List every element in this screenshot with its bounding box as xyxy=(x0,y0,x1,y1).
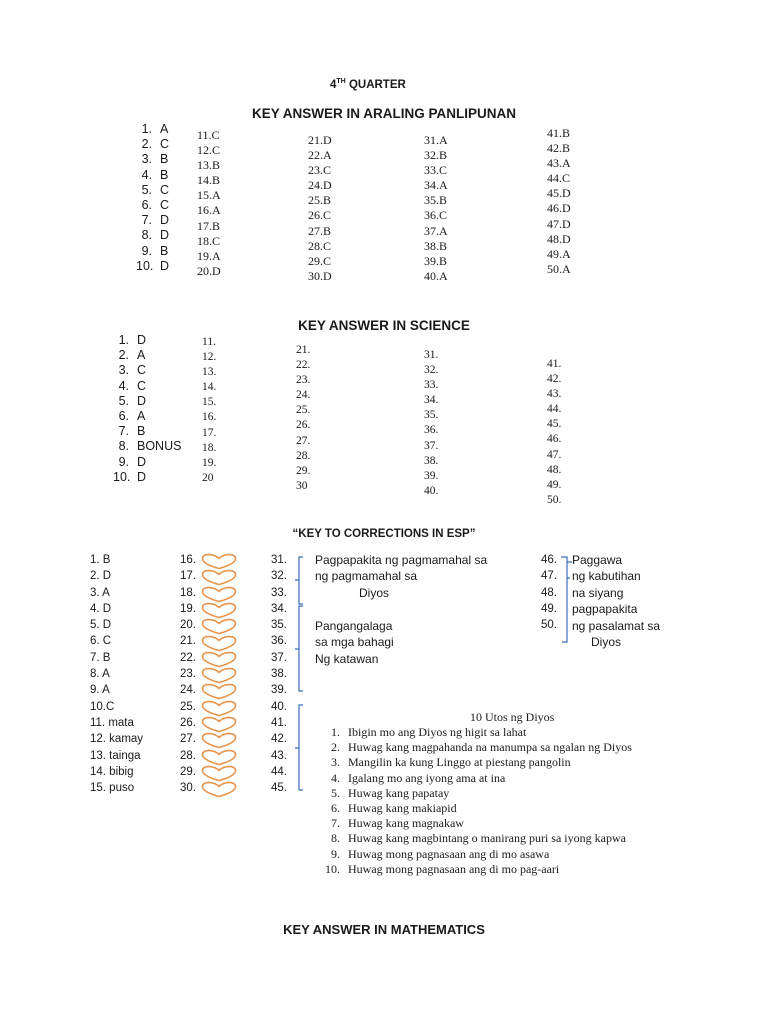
item-answer: C xyxy=(137,363,147,378)
utos-item xyxy=(314,725,632,740)
utos-number: 6. xyxy=(331,801,340,816)
ap-col-3 xyxy=(308,133,332,284)
group-2-line-1: Pangangalaga xyxy=(315,619,393,633)
science-title: KEY ANSWER IN SCIENCE xyxy=(298,318,470,333)
ap-answer-item: 40.A xyxy=(424,268,448,283)
science-answer-item: 18. xyxy=(202,441,217,454)
science-answer-item: 35. xyxy=(424,409,439,422)
science-answer-item: 20 xyxy=(202,471,214,484)
ap-answer-row xyxy=(136,198,169,213)
item-answer: D xyxy=(137,393,147,408)
science-answer-row xyxy=(113,409,181,424)
esp-answer-item: 12. kamay xyxy=(90,733,144,746)
utos-item xyxy=(314,862,632,877)
science-answer-row xyxy=(113,424,181,439)
item-number: 10. xyxy=(136,258,154,273)
ap-answer-item: 48.D xyxy=(547,231,571,246)
col4-line-4: pagpapakita xyxy=(572,602,638,617)
science-answer-item: 26. xyxy=(296,419,311,432)
utos-text: Mangilin ka kung Linggo at piestang pangolin xyxy=(348,755,571,770)
science-answer-item: 23. xyxy=(296,374,311,387)
science-answer-item: 32. xyxy=(424,364,439,377)
science-answer-item: 42. xyxy=(547,373,562,386)
ap-answer-item: 17.B xyxy=(197,218,221,233)
science-answer-row xyxy=(113,379,181,394)
utos-number: 2. xyxy=(331,740,340,755)
item-answer: C xyxy=(160,137,170,152)
math-title: KEY ANSWER IN MATHEMATICS xyxy=(283,922,485,937)
utos-item xyxy=(314,816,632,831)
quarter-number: 4 xyxy=(330,78,337,91)
science-answer-item: 44. xyxy=(547,403,562,416)
heart-icon xyxy=(200,651,238,668)
ap-answer-row xyxy=(136,244,169,259)
col4-line-2: ng kabutihan xyxy=(572,569,641,584)
science-answer-item: 41. xyxy=(547,358,562,370)
item-number: 3. xyxy=(141,152,152,167)
ap-answer-item: 16.A xyxy=(197,203,221,218)
science-answer-row xyxy=(113,455,181,470)
esp-answer-item: 8. A xyxy=(90,668,110,681)
utos-item xyxy=(314,801,632,816)
ap-answer-row xyxy=(136,183,169,198)
item-answer: D xyxy=(137,454,147,469)
esp-answer-item: 25. xyxy=(180,700,196,713)
heart-icon xyxy=(200,716,238,733)
ap-answer-item: 38.B xyxy=(424,238,448,253)
science-answer-item: 14. xyxy=(202,381,217,394)
science-answer-item: 48. xyxy=(547,463,562,476)
ap-col-2 xyxy=(197,128,221,279)
ap-answer-item: 33.C xyxy=(424,163,448,178)
science-answer-item: 24. xyxy=(296,389,311,402)
esp-answer-item: 32. xyxy=(271,570,287,583)
group-2-line-3: Ng katawan xyxy=(315,651,379,666)
science-answer-item: 45. xyxy=(547,418,562,431)
utos-text: Igalang mo ang iyong ama at ina xyxy=(348,770,506,785)
science-answer-row xyxy=(113,363,181,378)
quarter-superscript: TH xyxy=(336,78,346,85)
esp-answer-item: 39. xyxy=(271,684,287,697)
col4-line-1: Paggawa xyxy=(572,553,623,567)
esp-answer-item: 40. xyxy=(271,700,287,713)
item-number: 8. xyxy=(141,228,152,243)
esp-answer-item: 50. xyxy=(541,619,557,632)
science-answer-item: 13. xyxy=(202,366,217,379)
science-answer-item: 40. xyxy=(424,484,439,497)
heart-icon xyxy=(200,618,238,635)
science-answer-item: 31. xyxy=(424,349,439,361)
heart-icon xyxy=(200,732,238,749)
science-answer-row xyxy=(113,470,181,485)
utos-number: 10. xyxy=(325,861,340,876)
esp-answer-item: 26. xyxy=(180,716,196,729)
group-1-line-2: ng pagmamahal sa xyxy=(315,569,418,584)
esp-answer-item: 13. tainga xyxy=(90,749,141,762)
esp-answer-item: 47. xyxy=(541,570,557,583)
ap-answer-item: 44.C xyxy=(547,171,571,186)
col4-line-3: na siyang xyxy=(572,585,624,600)
esp-col-4-text xyxy=(572,552,660,650)
ap-answer-item: 47.D xyxy=(547,216,571,231)
esp-answer-item: 29. xyxy=(180,765,196,778)
ap-col-1 xyxy=(136,122,169,274)
col4-line-5: ng pasalamat sa xyxy=(572,618,661,633)
item-number: 7. xyxy=(118,424,129,439)
ap-answer-item: 29.C xyxy=(308,253,332,268)
heart-icon xyxy=(200,586,238,603)
bracket-group-3 xyxy=(292,704,306,794)
heart-icon xyxy=(200,749,238,766)
ap-answer-item: 36.C xyxy=(424,208,448,223)
quarter-heading xyxy=(330,78,406,91)
esp-answer-item: 44. xyxy=(271,765,287,778)
item-answer: D xyxy=(137,469,147,484)
item-answer: C xyxy=(137,378,147,393)
science-answer-item: 30 xyxy=(296,479,308,492)
utos-text: Huwag kang papatay xyxy=(348,785,450,800)
esp-answer-item: 31. xyxy=(271,554,287,566)
utos-text: Ibigin mo ang Diyos ng higit sa lahat xyxy=(348,725,527,739)
ap-answer-row xyxy=(136,137,169,152)
utos-text: Huwag mong pagnasaan ang di mo asawa xyxy=(348,846,550,861)
ap-answer-row xyxy=(136,259,169,274)
ap-answer-row xyxy=(136,213,169,228)
esp-group-1-text xyxy=(315,552,487,601)
esp-answer-item: 14. bibig xyxy=(90,765,134,778)
science-answer-item: 47. xyxy=(547,448,562,461)
esp-answer-item: 45. xyxy=(271,782,287,795)
science-answer-item: 27. xyxy=(296,434,311,447)
item-answer: D xyxy=(160,213,170,228)
science-answer-item: 17. xyxy=(202,426,217,439)
science-col-2 xyxy=(202,335,216,486)
science-answer-item: 37. xyxy=(424,439,439,452)
item-number: 10. xyxy=(113,469,131,484)
esp-answer-item: 38. xyxy=(271,668,287,681)
science-answer-item: 19. xyxy=(202,456,217,469)
ap-answer-item: 18.C xyxy=(197,233,221,248)
esp-answer-item: 10.C xyxy=(90,700,115,713)
esp-answer-item: 20. xyxy=(180,619,196,632)
utos-number: 7. xyxy=(331,816,340,831)
esp-answer-item: 30. xyxy=(180,782,196,795)
item-answer: B xyxy=(160,243,169,258)
item-number: 4. xyxy=(141,167,152,182)
esp-answer-item: 4. D xyxy=(90,602,112,615)
heart-icon xyxy=(200,700,238,717)
ap-answer-item: 49.A xyxy=(547,246,571,261)
ap-answer-item: 28.C xyxy=(308,238,332,253)
esp-answer-item: 49. xyxy=(541,602,557,615)
esp-answer-item: 22. xyxy=(180,651,196,664)
utos-item xyxy=(314,771,632,786)
esp-answer-item: 9. A xyxy=(90,684,110,697)
esp-answer-item: 24. xyxy=(180,684,196,697)
science-answer-row xyxy=(113,333,181,348)
utos-title: 10 Utos ng Diyos xyxy=(470,710,555,724)
utos-item xyxy=(314,847,632,862)
esp-answer-item: 37. xyxy=(271,651,287,664)
esp-title: “KEY TO CORRECTIONS IN ESP” xyxy=(292,528,476,540)
heart-icon xyxy=(200,781,238,798)
utos-item xyxy=(314,755,632,770)
science-answer-item: 46. xyxy=(547,433,562,446)
heart-icon xyxy=(200,602,238,619)
group-2-line-2: sa mga bahagi xyxy=(315,635,394,650)
esp-answer-item: 16. xyxy=(180,554,196,566)
item-answer: C xyxy=(160,198,170,213)
ap-answer-item: 45.D xyxy=(547,186,571,201)
item-number: 6. xyxy=(118,409,129,424)
science-answer-item: 49. xyxy=(547,478,562,491)
ap-answer-item: 14.B xyxy=(197,173,221,188)
utos-item xyxy=(314,786,632,801)
item-number: 1. xyxy=(141,122,152,136)
science-answer-row xyxy=(113,348,181,363)
science-answer-row xyxy=(113,394,181,409)
bracket-group-2 xyxy=(292,605,306,695)
ap-answer-item: 11.C xyxy=(197,128,220,142)
esp-answer-item: 7. B xyxy=(90,651,111,664)
group-1-line-3: Diyos xyxy=(359,585,390,600)
esp-group-2-text xyxy=(315,618,394,667)
ap-answer-item: 22.A xyxy=(308,148,332,163)
utos-number: 5. xyxy=(331,785,340,800)
esp-col-2 xyxy=(180,552,196,796)
esp-answer-item: 21. xyxy=(180,635,196,648)
esp-answer-item: 1. B xyxy=(90,554,111,566)
esp-answer-item: 15. puso xyxy=(90,782,135,795)
ap-col-4 xyxy=(424,133,448,284)
item-answer: D xyxy=(160,258,170,273)
esp-answer-item: 19. xyxy=(180,602,196,615)
esp-answer-item: 41. xyxy=(271,716,287,729)
heart-icon xyxy=(200,635,238,652)
ap-answer-row xyxy=(136,168,169,183)
esp-answer-item: 48. xyxy=(541,586,557,599)
utos-text: Huwag kang magbintang o manirang puri sa iyong kapwa xyxy=(348,831,626,846)
esp-answer-item: 46. xyxy=(541,554,557,566)
ap-answer-item: 46.D xyxy=(547,201,571,216)
science-answer-item: 33. xyxy=(424,379,439,392)
item-number: 9. xyxy=(118,454,129,469)
ap-answer-item: 25.B xyxy=(308,193,332,208)
ap-answer-item: 42.B xyxy=(547,141,571,156)
utos-item xyxy=(314,740,632,755)
ap-answer-item: 26.C xyxy=(308,208,332,223)
heart-icon xyxy=(200,683,238,700)
item-answer: B xyxy=(160,167,169,182)
ap-answer-item: 24.D xyxy=(308,178,332,193)
ap-answer-item: 12.C xyxy=(197,143,221,158)
ap-answer-item: 30.D xyxy=(308,268,332,283)
science-answer-item: 29. xyxy=(296,464,311,477)
ap-answer-row xyxy=(136,228,169,243)
esp-answer-item: 43. xyxy=(271,749,287,762)
esp-answer-item: 17. xyxy=(180,570,196,583)
ap-col-5 xyxy=(547,126,571,277)
ap-answer-row xyxy=(136,152,169,167)
item-answer: A xyxy=(137,409,146,424)
item-number: 8. xyxy=(118,439,129,454)
item-number: 6. xyxy=(141,198,152,213)
ap-title: KEY ANSWER IN ARALING PANLIPUNAN xyxy=(251,106,516,121)
esp-col-3 xyxy=(271,552,287,796)
utos-list xyxy=(314,725,632,877)
utos-text: Huwag kang magpahanda na manumpa sa ngalan ng Diyos xyxy=(348,740,632,755)
quarter-label: QUARTER xyxy=(345,78,406,91)
science-answer-item: 38. xyxy=(424,454,439,467)
esp-answer-item: 18. xyxy=(180,586,196,599)
science-answer-item: 22. xyxy=(296,359,311,372)
utos-text: Huwag kang magnakaw xyxy=(348,816,464,831)
item-number: 7. xyxy=(141,213,152,228)
item-number: 9. xyxy=(141,243,152,258)
science-answer-item: 21. xyxy=(296,344,311,356)
utos-number: 9. xyxy=(331,846,340,861)
esp-answer-item: 28. xyxy=(180,749,196,762)
esp-answer-item: 23. xyxy=(180,668,196,681)
item-answer: D xyxy=(137,333,147,347)
ap-answer-item: 41.B xyxy=(547,126,571,140)
item-answer: BONUS xyxy=(137,439,182,454)
ap-answer-item: 19.A xyxy=(197,248,221,263)
utos-number: 4. xyxy=(331,770,340,785)
science-col-1 xyxy=(113,333,181,485)
science-answer-item: 28. xyxy=(296,449,311,462)
item-number: 3. xyxy=(118,363,129,378)
ap-answer-item: 34.A xyxy=(424,178,448,193)
item-answer: C xyxy=(160,182,170,197)
ap-answer-item: 35.B xyxy=(424,193,448,208)
ap-answer-item: 27.B xyxy=(308,223,332,238)
group-1-line-1: Pagpapakita ng pagmamahal sa xyxy=(315,553,488,567)
ap-answer-item: 50.A xyxy=(547,261,571,276)
item-answer: A xyxy=(160,122,169,136)
esp-answer-item: 11. mata xyxy=(90,716,134,729)
esp-answer-item: 6. C xyxy=(90,635,112,648)
item-answer: B xyxy=(160,152,169,167)
ap-answer-row xyxy=(136,122,169,137)
esp-col-1 xyxy=(90,552,143,796)
science-answer-item: 12. xyxy=(202,351,217,364)
science-col-5 xyxy=(547,357,561,508)
esp-answer-item: 36. xyxy=(271,635,287,648)
ap-answer-item: 32.B xyxy=(424,148,448,163)
esp-answer-item: 3. A xyxy=(90,586,110,599)
science-answer-item: 11. xyxy=(202,336,216,348)
science-col-4 xyxy=(424,348,438,499)
esp-answer-item: 33. xyxy=(271,586,287,599)
col4-line-6: Diyos xyxy=(591,635,622,650)
item-answer: A xyxy=(137,348,146,363)
utos-number: 3. xyxy=(331,755,340,770)
esp-answer-item: 35. xyxy=(271,619,287,632)
science-answer-item: 43. xyxy=(547,388,562,401)
esp-answer-item: 27. xyxy=(180,733,196,746)
heart-icon xyxy=(200,569,238,586)
esp-answer-item: 42. xyxy=(271,733,287,746)
item-answer: D xyxy=(160,228,170,243)
esp-answer-item: 2. D xyxy=(90,570,112,583)
ap-answer-item: 31.A xyxy=(424,133,448,147)
item-number: 5. xyxy=(118,393,129,408)
ap-answer-item: 39.B xyxy=(424,253,448,268)
ap-answer-item: 21.D xyxy=(308,133,332,147)
science-answer-row xyxy=(113,439,181,454)
science-answer-item: 39. xyxy=(424,469,439,482)
esp-answer-item: 34. xyxy=(271,602,287,615)
ap-answer-item: 20.D xyxy=(197,263,221,278)
esp-answer-item: 5. D xyxy=(90,619,112,632)
science-answer-item: 34. xyxy=(424,394,439,407)
utos-item xyxy=(314,831,632,846)
ap-answer-item: 37.A xyxy=(424,223,448,238)
item-number: 4. xyxy=(118,378,129,393)
heart-icon xyxy=(200,765,238,782)
item-number: 1. xyxy=(118,333,129,347)
science-col-3 xyxy=(296,343,310,494)
utos-number: 1. xyxy=(331,725,340,739)
science-answer-item: 15. xyxy=(202,396,217,409)
science-answer-item: 50. xyxy=(547,493,562,506)
bracket-group-1 xyxy=(292,556,306,606)
heart-icon xyxy=(200,553,238,570)
utos-text: Huwag kang makiapid xyxy=(348,801,457,816)
ap-answer-item: 43.A xyxy=(547,156,571,171)
science-answer-item: 16. xyxy=(202,411,217,424)
science-answer-item: 25. xyxy=(296,404,311,417)
utos-text: Huwag mong pagnasaan ang di mo pag-aari xyxy=(348,861,560,876)
science-answer-item: 36. xyxy=(424,424,439,437)
heart-icon xyxy=(200,667,238,684)
item-number: 2. xyxy=(141,137,152,152)
item-answer: B xyxy=(137,424,146,439)
ap-answer-item: 15.A xyxy=(197,188,221,203)
item-number: 2. xyxy=(118,348,129,363)
ap-answer-item: 23.C xyxy=(308,163,332,178)
ap-answer-item: 13.B xyxy=(197,158,221,173)
utos-number: 8. xyxy=(331,831,340,846)
item-number: 5. xyxy=(141,182,152,197)
esp-col-4-nums xyxy=(541,552,557,633)
